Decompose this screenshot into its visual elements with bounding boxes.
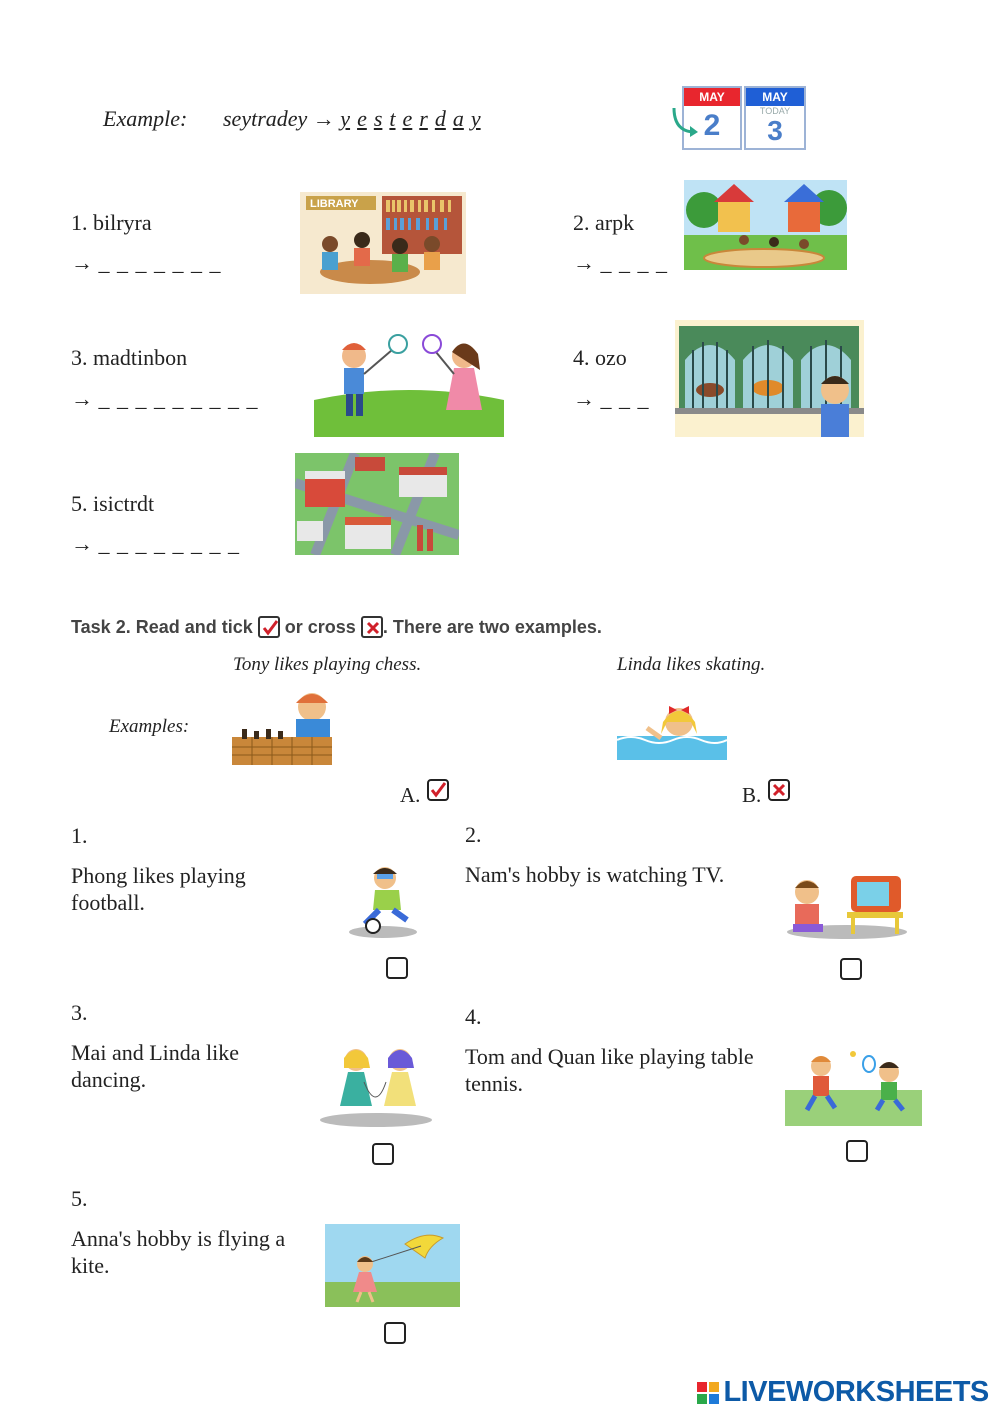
word-5-answer <box>71 531 240 557</box>
example-scrambled-word <box>223 106 481 132</box>
word-1-answer <box>71 250 222 276</box>
answer-blank[interactable]: _ _ _ <box>600 386 650 411</box>
arrow-icon: → <box>71 531 93 556</box>
park-picture <box>684 180 847 270</box>
item-4-answer-box[interactable] <box>846 1140 868 1162</box>
dancing-picture <box>318 1042 434 1128</box>
word-1-label: 1. bilryra <box>71 210 152 235</box>
item-3-answer-box[interactable] <box>372 1143 394 1165</box>
item-3-number: 3. <box>71 1000 88 1025</box>
calendar-left-month: MAY <box>684 88 740 106</box>
item-1-sentence <box>71 862 246 916</box>
example-a-letter: A. <box>400 783 421 807</box>
sentence-line: Tom and Quan like playing table <box>465 1044 754 1069</box>
item-4-number: 4. <box>465 1004 482 1029</box>
answer-blank[interactable]: _ _ _ _ _ _ _ _ _ <box>98 386 259 411</box>
arrow-icon: → <box>573 250 595 275</box>
answer-letter: y <box>340 106 351 131</box>
task2-heading-part3: . There are two examples. <box>382 617 602 637</box>
examples-label: Examples: <box>109 716 190 737</box>
item-2-number: 2. <box>465 822 482 847</box>
answer-blank[interactable]: _ _ _ _ <box>600 250 668 275</box>
sentence-line: Phong likes playing <box>71 863 246 888</box>
example-b-sentence: Linda likes skating. <box>617 654 766 675</box>
answer-blank[interactable]: _ _ _ _ _ _ _ <box>98 250 222 275</box>
sentence-line: football. <box>71 890 145 915</box>
sentence-line: dancing. <box>71 1067 147 1092</box>
sentence-line: Mai and Linda like <box>71 1040 240 1065</box>
arrow-icon: → <box>573 386 595 411</box>
badminton-picture <box>314 330 504 437</box>
word-5-label: 5. isictrdt <box>71 491 155 516</box>
kite-picture <box>325 1224 460 1307</box>
example-b-cross-box[interactable] <box>768 779 790 801</box>
example-a-sentence: Tony likes playing chess. <box>233 654 422 675</box>
answer-letter: r <box>419 106 428 131</box>
task2-heading-part1: Task 2. Read and tick <box>71 617 253 637</box>
item-1-answer-box[interactable] <box>386 957 408 979</box>
cross-icon <box>770 781 788 799</box>
sentence-line: tennis. <box>465 1071 524 1096</box>
example-answer <box>340 106 480 131</box>
example-b-letter: B. <box>742 783 762 807</box>
library-picture <box>300 192 466 294</box>
sentence-line: Nam's hobby is watching TV. <box>465 862 725 887</box>
item-2-answer-box[interactable] <box>840 958 862 980</box>
tick-icon <box>429 781 447 799</box>
watching-tv-picture <box>785 872 909 940</box>
word-2-label: 2. arpk <box>573 210 635 235</box>
word-3-answer <box>71 386 259 412</box>
sentence-line: kite. <box>71 1253 110 1278</box>
district-picture <box>295 453 459 555</box>
table-tennis-picture <box>785 1046 922 1126</box>
word-2-answer <box>573 250 668 276</box>
word-3-label: 3. madtinbon <box>71 345 188 370</box>
answer-letter: s <box>373 106 383 131</box>
curved-arrow-icon <box>670 104 700 144</box>
arrow-icon: → <box>71 250 93 275</box>
answer-letter: t <box>389 106 396 131</box>
item-5-sentence <box>71 1225 285 1279</box>
answer-blank[interactable]: _ _ _ _ _ _ _ _ <box>98 531 240 556</box>
answer-letter: e <box>357 106 367 131</box>
football-picture <box>345 862 425 940</box>
tick-icon <box>258 616 280 638</box>
arrow-icon: → <box>71 386 93 411</box>
calendar-right-day: 3 <box>767 115 783 146</box>
word-4-answer <box>573 386 650 412</box>
item-3-sentence <box>71 1039 239 1093</box>
answer-letter: e <box>402 106 413 131</box>
item-1-number: 1. <box>71 823 88 848</box>
zoo-picture <box>675 320 864 437</box>
calendar-right-month: MAY <box>746 88 804 106</box>
word-4-label: 4. ozo <box>573 345 627 370</box>
answer-letter: y <box>470 106 481 131</box>
example-scrambled: seytradey <box>223 106 308 131</box>
answer-letter: a <box>452 106 464 131</box>
liveworksheets-logo-icon <box>697 1382 719 1404</box>
calendar-today-tag: TODAY <box>759 106 791 116</box>
calendar-picture <box>670 84 810 154</box>
example-a-tick-box[interactable] <box>427 779 449 801</box>
library-sign: LIBRARY <box>310 198 359 210</box>
linda-picture <box>617 700 727 760</box>
cross-icon <box>361 616 383 638</box>
item-4-sentence <box>465 1043 754 1097</box>
task2-heading <box>71 616 602 638</box>
item-5-answer-box[interactable] <box>384 1322 406 1344</box>
item-2-sentence <box>465 861 724 888</box>
chess-picture <box>232 687 354 765</box>
arrow-icon: → <box>312 106 335 131</box>
brand-name: LIVEWORKSHEETS <box>723 1376 989 1408</box>
liveworksheets-logo <box>697 1376 989 1410</box>
sentence-line: Anna's hobby is flying a <box>71 1226 286 1251</box>
task2-heading-part2: or cross <box>284 617 356 637</box>
example-label: Example: <box>103 106 188 131</box>
answer-letter: d <box>434 106 446 131</box>
calendar-left-day: 2 <box>703 109 721 142</box>
item-5-number: 5. <box>71 1186 88 1211</box>
